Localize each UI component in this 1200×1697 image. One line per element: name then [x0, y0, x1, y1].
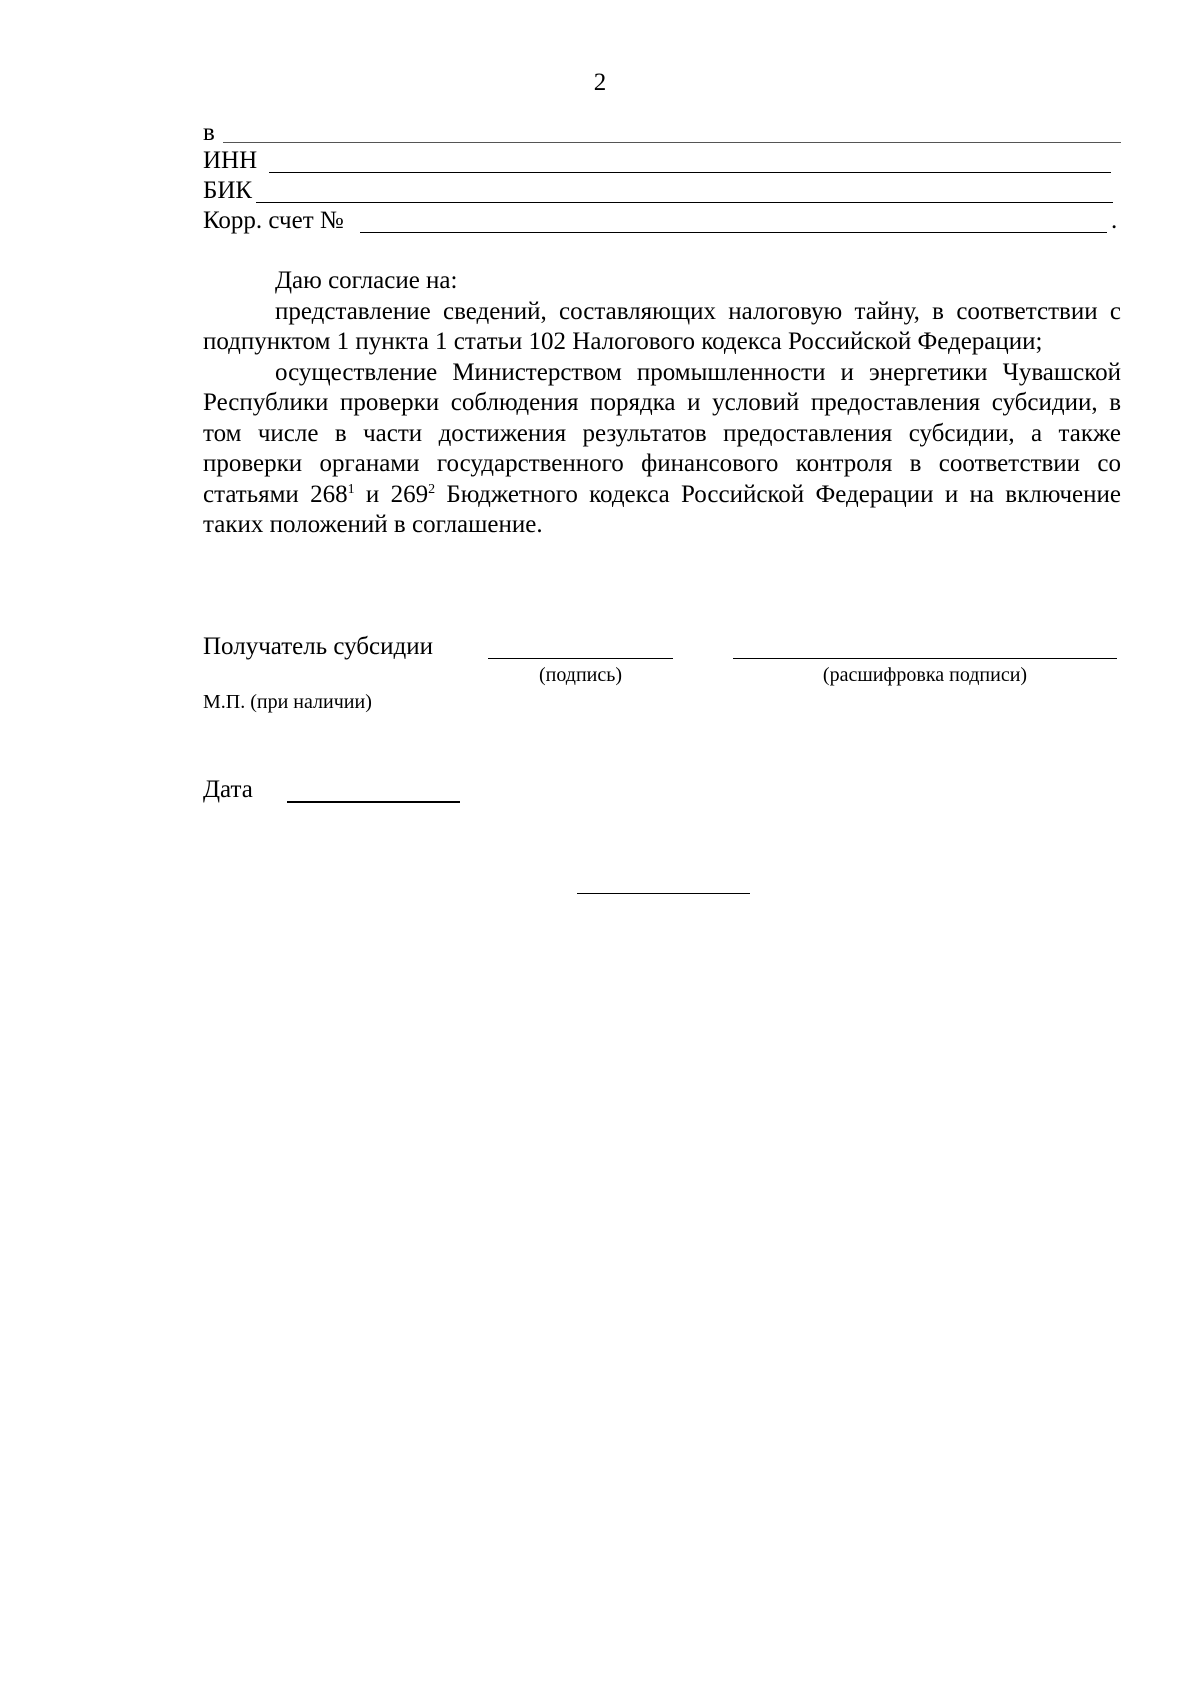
inn-field-line[interactable]	[269, 172, 1111, 173]
consent-text	[203, 266, 1121, 541]
consent-item-inspection	[203, 358, 1121, 541]
signature-line[interactable]	[488, 658, 673, 659]
date-label: Дата	[203, 776, 253, 803]
inn-field-label: ИНН	[203, 147, 258, 174]
signature-decoding-line[interactable]	[733, 658, 1117, 659]
consent-item-inspection-part2: и 269	[354, 480, 429, 508]
consent-item-inspection-part1: осуществление Министерством промышленности и энергетики Чувашской Республики проверки соблюдения порядка и условий предоставления субсидии, в том числе в части достижения результатов предоставления субсидии, а также проверки органами государственного финансового контроля в соответствии со статьями 268	[203, 358, 1121, 508]
stamp-note: М.П. (при наличии)	[203, 691, 372, 713]
signature-caption: (подпись)	[538, 664, 623, 686]
signature-decoding-caption: (расшифровка подписи)	[822, 664, 1028, 686]
corr-account-field-line[interactable]	[360, 232, 1107, 233]
corr-account-field	[203, 206, 1121, 236]
bank-field-line[interactable]	[223, 142, 1121, 143]
end-rule-divider	[577, 893, 750, 894]
subsidy-recipient-label: Получатель субсидии	[203, 633, 433, 660]
consent-intro: Даю согласие на:	[275, 267, 458, 294]
consent-item-tax-secret: представление сведений, составляющих налоговую тайну, в соответствии с подпунктом 1 пункта 1 статьи 102 Налогового кодекса Российской Федерации;	[203, 297, 1121, 355]
page-number: 2	[593, 69, 607, 96]
consent-item-inspection-part3: Бюджетного кодекса Российской Федерации и на включение таких положений в соглашение.	[203, 480, 1121, 538]
inn-field	[203, 146, 1121, 176]
date-line[interactable]	[287, 801, 460, 803]
corr-account-field-end: .	[1111, 207, 1118, 234]
bik-field	[203, 176, 1121, 206]
bank-field	[203, 118, 1121, 148]
bik-field-line[interactable]	[256, 202, 1113, 203]
bank-field-label: в	[203, 119, 215, 146]
article-269-superscript: 2	[428, 481, 436, 497]
corr-account-field-label: Корр. счет №	[203, 207, 344, 234]
bik-field-label: БИК	[203, 177, 253, 204]
article-268-superscript: 1	[347, 481, 355, 497]
